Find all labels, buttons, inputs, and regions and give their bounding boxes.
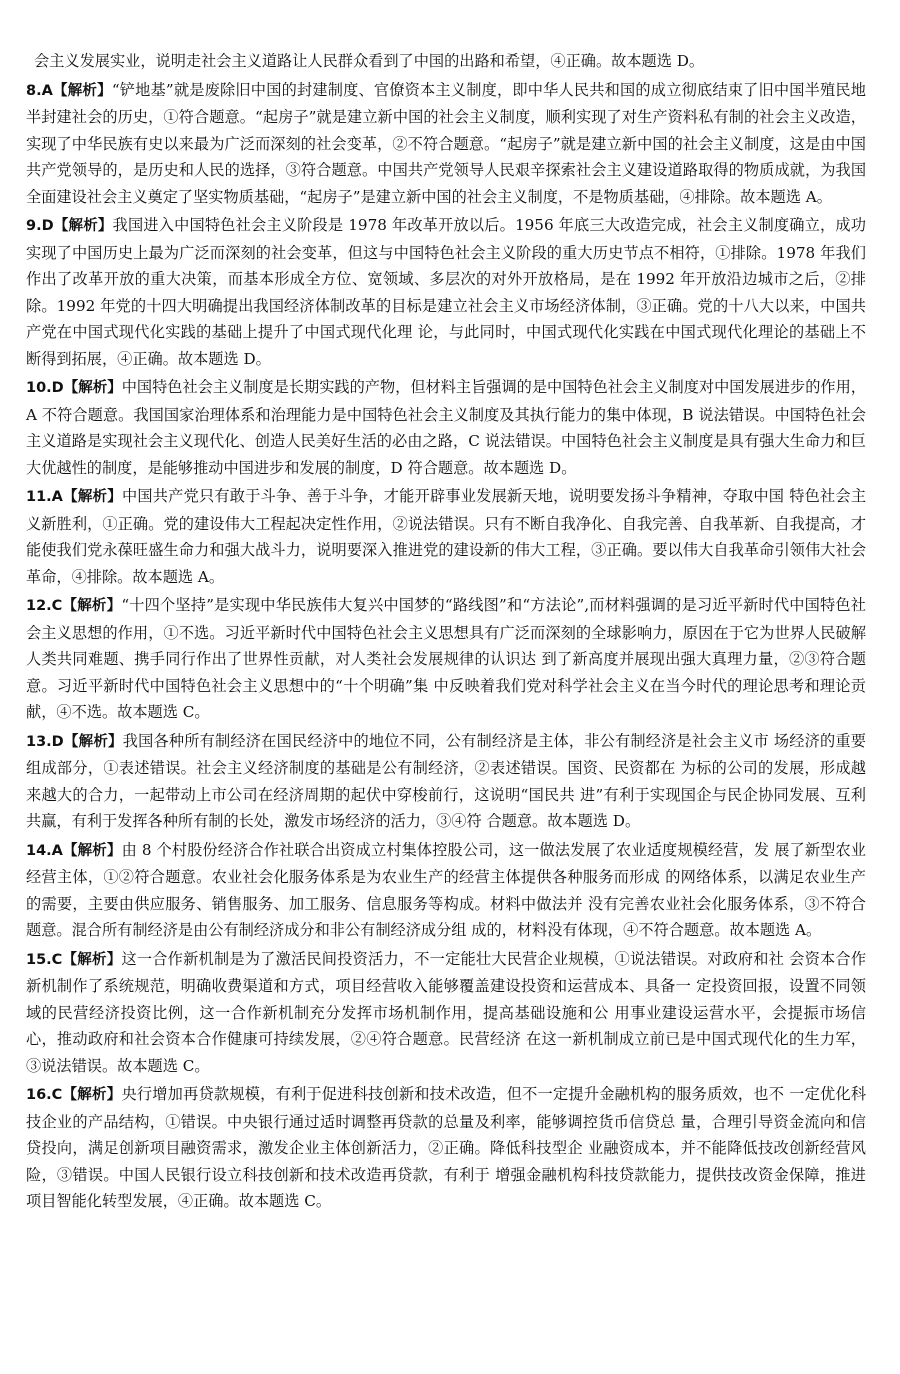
answer-head-11: 11.A【解析】 bbox=[26, 489, 122, 505]
answer-text-8: “铲地基”就是废除旧中国的封建制度、官僚资本主义制度，即中华人民共和国的成立彻底结束了旧中国半殖民地半封建社会的历史，①符合题意。“起房子”就是建立新中国的社会主义制度，顺利实现了对生产资料私有制的社会主义改造，实现了中华民族有史以来最为广泛而深刻的社会变革，②不符合题意。“起房子”就是建立新中国的社会主义制度，这是由中国共产党领导的，是历史和人民的选择，③符合题意。中国共产党领导人民艰辛探索社会主义建设道路取得的物质成就，为我国全面建设社会主义奠定了坚实物质基础，“起房子”是建立新中国的社会主义制度，不是物质基础，④排除。故本题选 A。 bbox=[26, 80, 866, 206]
answer-text-15: 这一合作新机制是为了激活民间投资活力，不一定能壮大民营企业规模，①说法错误。对政府和社 会资本合作新机制作了系统规范，明确收费渠道和方式，项目经营收入能够覆盖建设投资和运营成本、具备一 定投资回报，设置不同领域的民营经济投资比例，这一合作新机制充分发挥市场机制作用，提高基础设施和公 用事业建设运营水平，会提振市场信心，推动政府和社会资本合作健康可持续发展，②④符合题意。民营经济 在这一新机制成立前已是中国式现代化的生力军，③说法错误。故本题选 C。 bbox=[26, 949, 867, 1075]
answer-head-10: 10.D【解析】 bbox=[26, 380, 122, 396]
answer-paragraph-14 bbox=[26, 837, 866, 944]
answer-paragraph-12 bbox=[26, 592, 866, 726]
answer-text-12: “十四个坚持”是实现中华民族伟大复兴中国梦的“路线图”和“方法论”,而材料强调的是习近平新时代中国特色社会主义思想的作用，①不选。习近平新时代中国特色社会主义思想具有广泛而深刻的全球影响力，原因在于它为世界人民破解人类共同难题、携手同行作出了世界性贡献，对人类社会发展规律的认识达 到了新高度并展现出强大真理力量，②③符合题意。习近平新时代中国特色社会主义思想中的“十个明确”集 中反映着我们党对科学社会主义在当今时代的理论思考和理论贡献，④不选。故本题选 C。 bbox=[26, 596, 866, 721]
answer-text-13: 我国各种所有制经济在国民经济中的地位不同，公有制经济是主体，非公有制经济是社会主义市 场经济的重要组成部分，①表述错误。社会主义经济制度的基础是公有制经济，②表述错误。国资、民资都在 为标的公司的发展，形成越来越大的合力，一起带动上市公司在经济周期的起伏中穿梭前行，这说明“国民共 进”有利于实现国企与民企协同发展、互利共赢，有利于发挥各种所有制的长处，激发市场经济的活力，③④符 合题意。故本题选 D。 bbox=[26, 731, 866, 830]
answer-text-16: 央行增加再贷款规模，有利于促进科技创新和技术改造，但不一定提升金融机构的服务质效，也不 一定优化科技企业的产品结构，①错误。中央银行通过适时调整再贷款的总量及利率，能够调控货币信贷总 量，合理引导资金流向和信贷投向，满足创新项目融资需求，激发企业主体创新活力，②正确。降低科技型企 业融资成本，并不能降低技改创新经营风险，③错误。中国人民银行设立科技创新和技术改造再贷款，有利于 增强金融机构科技贷款能力，提供技改资金保障，推进项目智能化转型发展，④正确。故本题选 C。 bbox=[26, 1085, 867, 1210]
answer-text-10: 中国特色社会主义制度是长期实践的产物，但材料主旨强调的是中国特色社会主义制度对中国发展进步的作用，A 不符合题意。我国国家治理体系和治理能力是中国特色社会主义制度及其执行能力的集中体现，B 说法错误。中国特色社会主义道路是实现社会主义现代化、创造人民美好生活的必由之路，C 说法错误。中国特色社会主义制度是具有强大生命力和巨大优越性的制度，是能够推动中国进步和发展的制度，D 符合题意。故本题选 D。 bbox=[26, 378, 866, 477]
answer-paragraph-13 bbox=[26, 728, 866, 835]
answer-text-11: 中国共产党只有敢于斗争、善于斗争，才能开辟事业发展新天地，说明要发扬斗争精神，夺取中国 特色社会主义新胜利，①正确。党的建设伟大工程起决定性作用，②说法错误。只有不断自我净化、自我完善、自我革新、自我提高，才能使我们党永葆旺盛生命力和强大战斗力，说明要深入推进党的建设新的伟大工程，③正确。要以伟大自我革命引领伟大社会革命，④排除。故本题选 A。 bbox=[26, 487, 867, 586]
answer-paragraph-10 bbox=[26, 374, 866, 481]
answer-head-8: 8.A【解析】 bbox=[26, 82, 112, 99]
answer-paragraph-15 bbox=[26, 946, 866, 1080]
answer-head-9: 9.D【解析】 bbox=[26, 218, 113, 234]
answer-head-12: 12.C【解析】 bbox=[26, 598, 122, 614]
answer-paragraph-11 bbox=[26, 483, 866, 590]
answer-head-15: 15.C【解析】 bbox=[26, 951, 122, 968]
continuation-text: 会主义发展实业，说明走社会主义道路让人民群众看到了中国的出路和希望，④正确。故本题选 D。 bbox=[34, 52, 705, 70]
answer-text-14: 由 8 个村股份经济合作社联合出资成立村集体控股公司，这一做法发展了农业适度规模经营，发 展了新型农业经营主体，①②符合题意。农业社会化服务体系是为农业生产的经营主体提供各种服务而形成 的网络体系，以满足农业生产的需要，主要由供应服务、销售服务、加工服务、信息服务等构成。材料中做法并 没有完善农业社会化服务体系，③不符合题意。混合所有制经济是由公有制经济成分和非公有制经济成分组 成的，材料没有体现，④不符合题意。故本题选 A。 bbox=[26, 840, 866, 939]
answer-head-14: 14.A【解析】 bbox=[26, 842, 122, 859]
answer-paragraph-9 bbox=[26, 212, 866, 372]
answer-paragraph-16 bbox=[26, 1081, 866, 1215]
answer-head-13: 13.D【解析】 bbox=[26, 733, 123, 750]
answer-text-9: 我国进入中国特色社会主义阶段是 1978 年改革开放以后。1956 年底三大改造完成，社会主义制度确立，成功实现了中国历史上最为广泛而深刻的社会变革，但这与中国特色社会主义阶段的重大历史节点不相符，①排除。1978 年我们作出了改革开放的重大决策，而基本形成全方位、宽领域、多层次的对外开放格局，是在 1992 年开放沿边城市之后，②排除。1992 年党的十四大明确提出我国经济体制改革的目标是建立社会主义市场经济体制，③正确。党的十八大以来，中国共产党在中国式现代化实践的基础上提升了中国式现代化理 论，与此同时，中国式现代化实践在中国式现代化理论的基础上不断得到拓展，④正确。故本题选 D。 bbox=[26, 216, 866, 368]
answer-head-16: 16.C【解析】 bbox=[26, 1087, 122, 1103]
continuation-paragraph bbox=[26, 48, 866, 75]
answer-paragraph-8 bbox=[26, 77, 866, 211]
